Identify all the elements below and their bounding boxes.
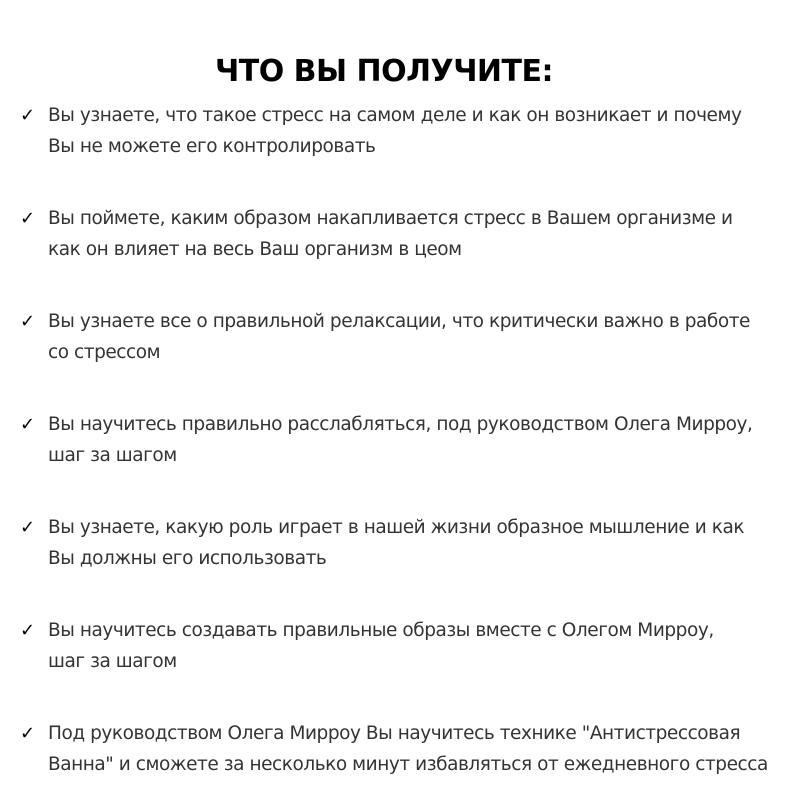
checkmark-icon: ✓ [20,208,36,229]
list-item-text: Вы научитесь создавать правильные образы вместе с Олегом Мирроу, шаг за шагом [48,620,714,672]
list-item-text: Под руководством Олега Мирроу Вы научитесь технике "Антистрессовая Ванна" и сможете за несколько минут избавляться от ежедневного стресса [48,723,768,775]
checkmark-icon: ✓ [20,723,36,744]
checkmark-icon: ✓ [20,311,36,332]
list-item-text: Вы научитесь правильно расслабляться, под руководством Олега Мирроу, шаг за шагом [48,414,753,466]
list-item [20,512,780,574]
section-title: ЧТО ВЫ ПОЛУЧИТЕ: [214,54,553,90]
list-item [20,100,780,162]
list-item-text: Вы узнаете, какую роль играет в нашей жизни образное мышление и как Вы должны его использовать [48,517,745,569]
list-item [20,718,780,780]
list-item [20,615,780,677]
list-item-text: Вы узнаете, что такое стресс на самом деле и как он возникает и почему Вы не можете его контролировать [48,105,742,157]
checkmark-icon: ✓ [20,620,36,641]
list-item [20,203,780,265]
checkmark-icon: ✓ [20,414,36,435]
list-item-text: Вы поймете, каким образом накапливается стресс в Вашем организме и как он влияет на весь Ваш организм в цеом [48,208,733,260]
list-item-text: Вы узнаете все о правильной релаксации, что критически важно в работе со стрессом [48,311,750,363]
checkmark-icon: ✓ [20,105,36,126]
checkmark-icon: ✓ [20,517,36,538]
list-item [20,306,780,368]
list-item [20,409,780,471]
